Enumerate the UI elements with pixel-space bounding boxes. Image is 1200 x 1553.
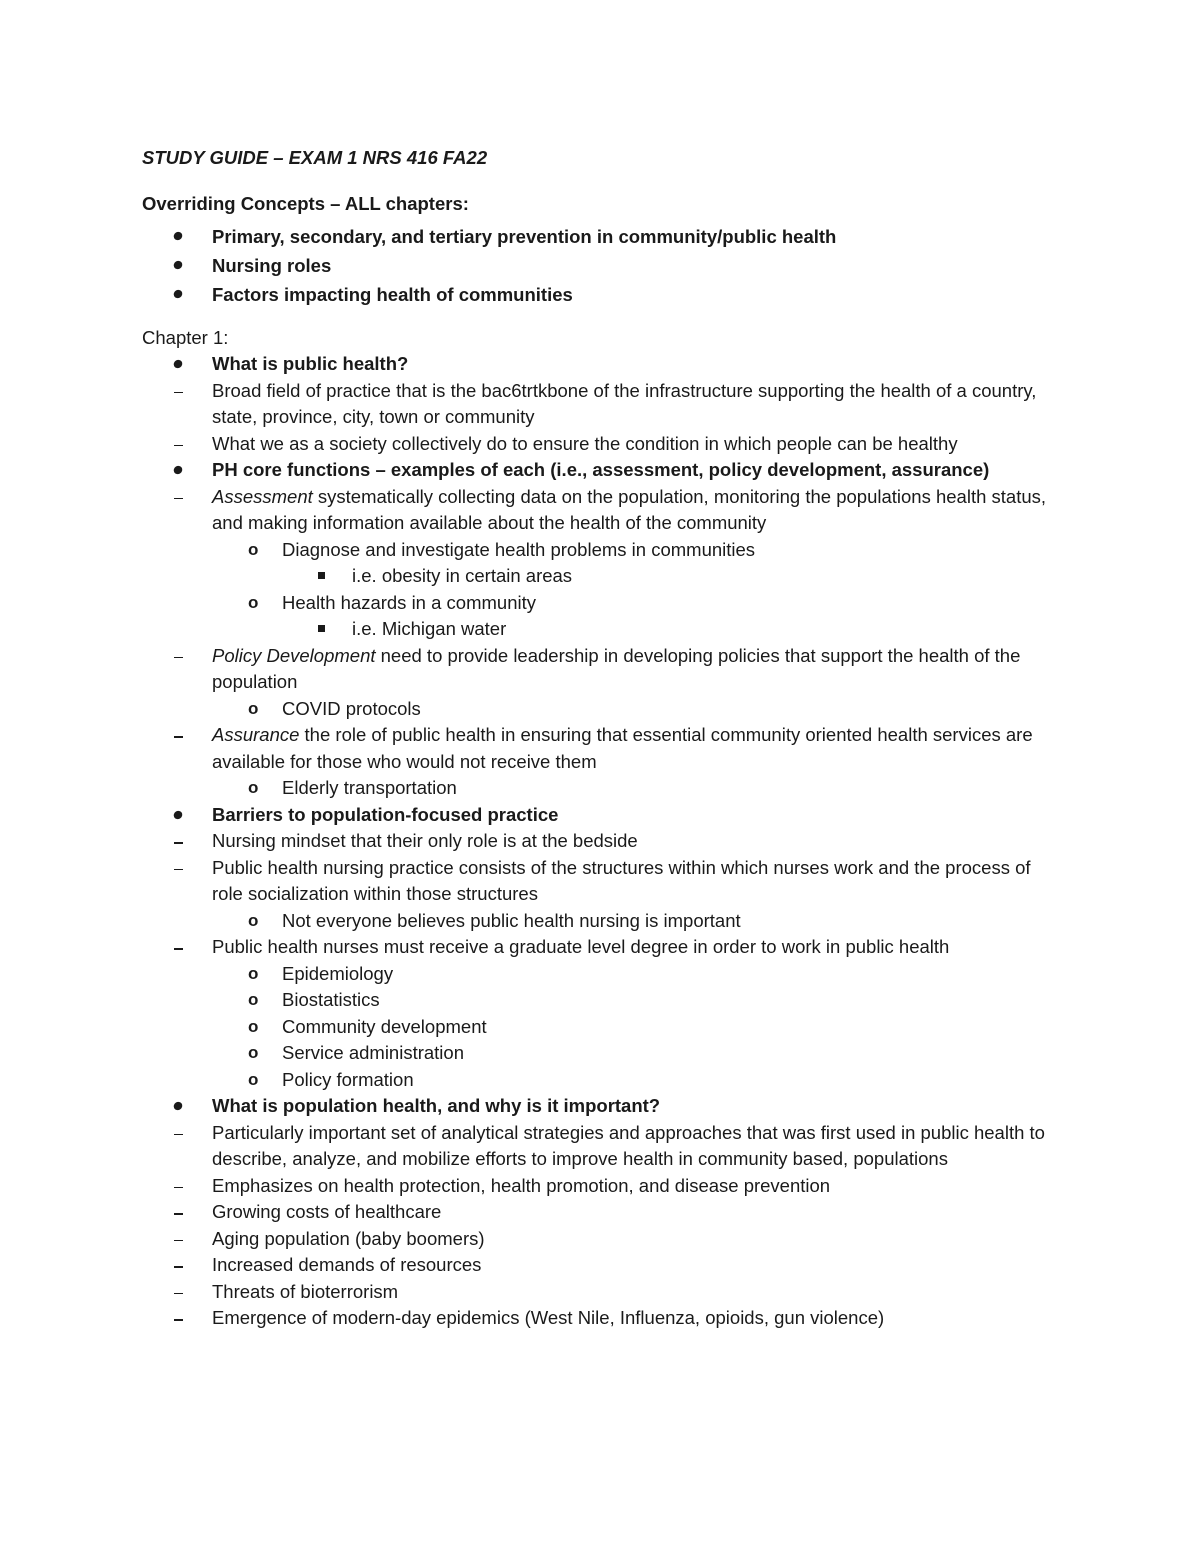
sub-item	[142, 696, 1062, 723]
dash-icon	[174, 657, 183, 659]
sub-sub-item-text: i.e. obesity in certain areas	[352, 565, 573, 586]
dash-icon	[174, 842, 183, 844]
overriding-concepts-heading: Overriding Concepts – ALL chapters:	[142, 193, 469, 214]
sub-item-text: Service administration	[282, 1042, 464, 1063]
answer-text: Increased demands of resources	[212, 1254, 482, 1275]
sub-item-text: COVID protocols	[282, 697, 421, 719]
answer-item	[142, 1199, 1062, 1226]
question-text: Barriers to population-focused practice	[212, 803, 559, 825]
circle-bullet-icon: o	[248, 778, 259, 797]
sub-item	[142, 775, 1062, 802]
answer-text: Threats of bioterrorism	[212, 1280, 399, 1302]
bullet-icon	[172, 464, 184, 475]
bullet-icon	[172, 230, 184, 241]
sub-item	[142, 537, 1062, 564]
dash-icon	[174, 445, 183, 447]
answer-item	[142, 484, 1062, 537]
term-text: Assessment	[212, 485, 313, 507]
sub-item	[142, 987, 1062, 1014]
answer-text: Public health nurses must receive a graduate level degree in order to work in public health	[212, 936, 950, 957]
answer-item	[142, 1120, 1062, 1173]
question-text: What is population health, and why is it important?	[212, 1095, 661, 1116]
answer-item	[142, 1252, 1062, 1279]
answer-item	[142, 828, 1062, 855]
dash-icon	[174, 1134, 183, 1136]
chapter-1-heading: Chapter 1:	[142, 326, 229, 348]
answer-text: systematically collecting data on the population, monitoring the populations health status, and making information available about the health of the community	[212, 485, 1047, 533]
sub-item-text: Epidemiology	[282, 962, 394, 984]
answer-text: Public health nursing practice consists of the structures within which nurses work and the process of role socialization within those structures	[212, 856, 1031, 904]
answer-item	[142, 378, 1062, 431]
sub-item	[142, 961, 1062, 988]
answer-item	[142, 1173, 1062, 1200]
answer-item	[142, 643, 1062, 696]
circle-bullet-icon: o	[248, 990, 259, 1009]
answer-text: Nursing mindset that their only role is at the bedside	[212, 830, 638, 851]
answer-item	[142, 1305, 1062, 1332]
list-item	[142, 280, 1062, 309]
bullet-icon	[172, 288, 184, 299]
sub-item-text: Biostatistics	[282, 989, 380, 1010]
sub-item	[142, 908, 1062, 935]
circle-bullet-icon: o	[248, 592, 259, 612]
answer-text: Emergence of modern-day epidemics (West Nile, Influenza, opioids, gun violence)	[212, 1307, 885, 1328]
circle-bullet-icon: o	[248, 698, 259, 718]
answer-text: Growing costs of healthcare	[212, 1201, 442, 1222]
sub-item	[142, 1014, 1062, 1041]
square-bullet-icon	[318, 572, 325, 579]
sub-item-text: Diagnose and investigate health problems in communities	[282, 538, 756, 560]
question-text: What is public health?	[212, 353, 409, 374]
sub-item-text: Elderly transportation	[282, 777, 457, 798]
sub-item-text: Policy formation	[282, 1068, 414, 1090]
sub-sub-item-text: i.e. Michigan water	[352, 618, 507, 639]
dash-icon	[174, 498, 183, 500]
bullet-icon	[172, 809, 184, 820]
answer-text: need to provide leadership in developing policies that support the health of the population	[212, 644, 1021, 692]
term-text: Policy Development	[212, 644, 376, 666]
list-item-text: Factors impacting health of communities	[212, 283, 573, 305]
circle-bullet-icon: o	[248, 1043, 259, 1062]
dash-icon	[174, 1319, 183, 1321]
circle-bullet-icon: o	[248, 1016, 259, 1036]
sub-item	[142, 1040, 1062, 1067]
sub-item-text: Not everyone believes public health nursing is important	[282, 909, 741, 931]
page-title: STUDY GUIDE – EXAM 1 NRS 416 FA22	[142, 147, 488, 168]
answer-text: Aging population (baby boomers)	[212, 1227, 485, 1249]
overriding-concepts-list	[142, 222, 1062, 309]
dash-icon	[174, 1187, 183, 1189]
dash-icon	[174, 869, 183, 871]
question-text: PH core functions – examples of each (i.e., assessment, policy development, assurance)	[212, 459, 990, 480]
sub-sub-item	[142, 616, 1062, 643]
circle-bullet-icon: o	[248, 963, 259, 983]
list-item-text: Nursing roles	[212, 254, 332, 276]
chapter-1-list	[142, 351, 1062, 1332]
question-item	[142, 351, 1062, 378]
question-item	[142, 1093, 1062, 1120]
dash-icon	[174, 1293, 183, 1295]
sub-sub-item	[142, 563, 1062, 590]
answer-text: Broad field of practice that is the bac6trtkbone of the infrastructure supporting the health of a country, state, province, city, town or community	[212, 379, 1037, 427]
question-item	[142, 457, 1062, 484]
sub-item	[142, 1067, 1062, 1094]
dash-icon	[174, 1213, 183, 1215]
square-bullet-icon	[318, 625, 325, 632]
list-item	[142, 222, 1062, 251]
bullet-icon	[172, 259, 184, 270]
dash-icon	[174, 736, 183, 738]
study-guide-body	[142, 145, 1062, 1332]
answer-text: Emphasizes on health protection, health promotion, and disease prevention	[212, 1174, 831, 1196]
answer-item	[142, 1226, 1062, 1253]
sub-item-text: Health hazards in a community	[282, 591, 536, 613]
question-item	[142, 802, 1062, 829]
dash-icon	[174, 1266, 183, 1268]
sub-item-text: Community development	[282, 1015, 487, 1037]
dash-icon	[174, 948, 183, 950]
answer-item	[142, 1279, 1062, 1306]
dash-icon	[174, 1240, 183, 1242]
bullet-icon	[172, 358, 184, 369]
answer-text: What we as a society collectively do to ensure the condition in which people can be healthy	[212, 432, 958, 454]
sub-item	[142, 590, 1062, 617]
answer-item	[142, 722, 1062, 775]
bullet-icon	[172, 1100, 184, 1111]
term-text: Assurance	[212, 724, 300, 745]
answer-item	[142, 431, 1062, 458]
circle-bullet-icon: o	[248, 539, 259, 559]
dash-icon	[174, 392, 183, 394]
answer-item	[142, 855, 1062, 908]
circle-bullet-icon: o	[248, 1069, 259, 1089]
list-item	[142, 251, 1062, 280]
answer-item	[142, 934, 1062, 961]
answer-text: the role of public health in ensuring that essential community oriented health services are available for those who would not receive them	[212, 724, 1033, 772]
list-item-text: Primary, secondary, and tertiary prevention in community/public health	[212, 225, 837, 247]
circle-bullet-icon: o	[248, 910, 259, 930]
answer-text: Particularly important set of analytical strategies and approaches that was first used in public health to describe, analyze, and mobilize efforts to improve health in community based, populations	[212, 1121, 1045, 1169]
